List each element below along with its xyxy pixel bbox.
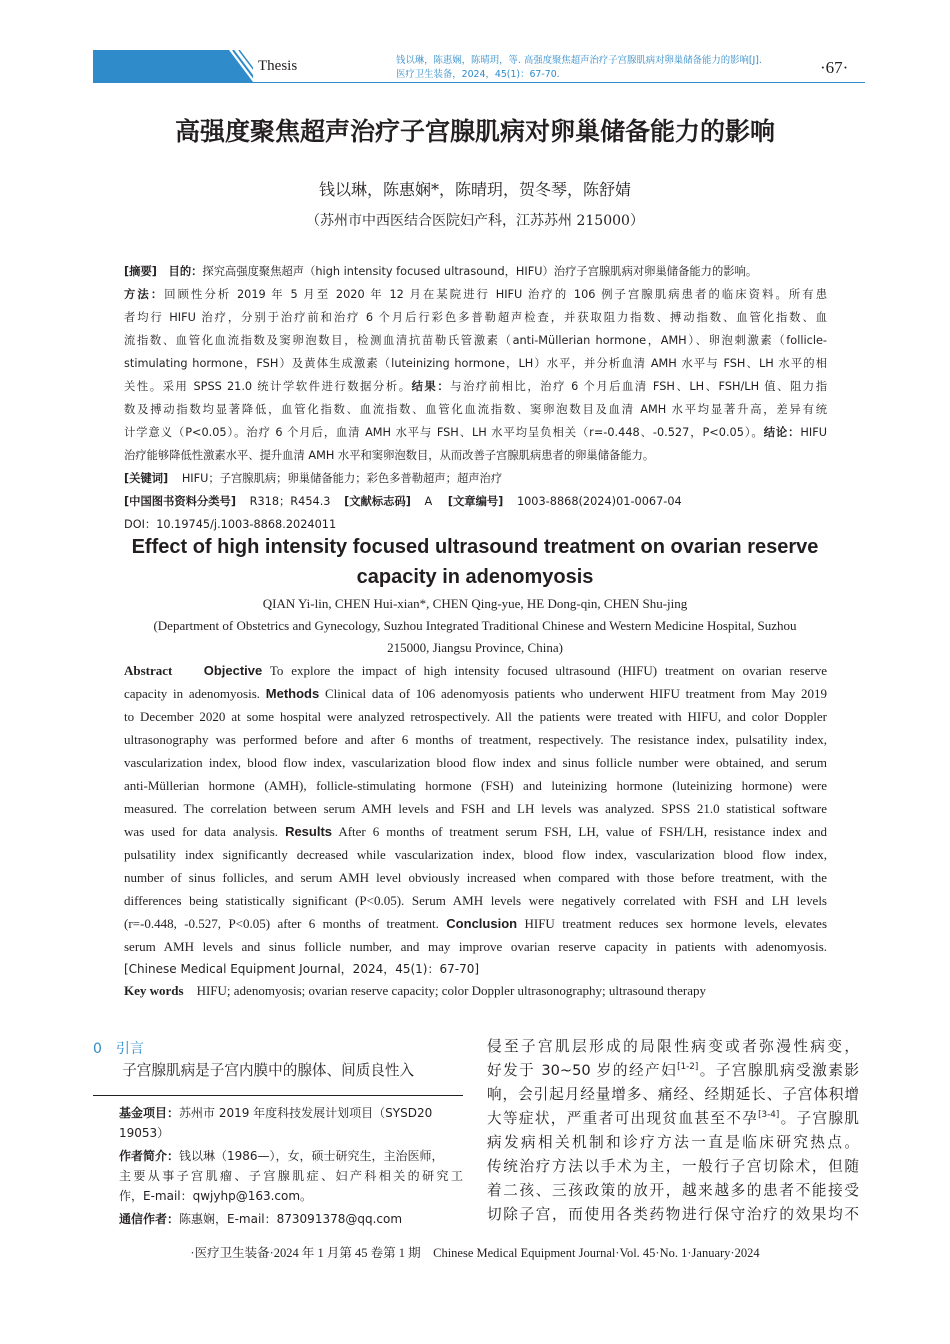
abstract-en-text: Clinical data of 106 adenomyosis patients who underwent HIFU treatment from May 2019 — [324, 686, 827, 701]
objective-text-en: To explore the impact of high intensity focused ultrasound (HIFU) treatment on ovarian reserve — [269, 663, 828, 678]
abstract-en-line: differences being statistically significant (P<0.05). Serum AMH levels were negatively correlated with FSH and LH levels — [124, 893, 827, 908]
abstract-en-line: anti-Müllerian hormone (AMH), follicle-stimulating hormone (FSH) and luteinizing hormone (luteinizing hormone) were — [124, 778, 827, 793]
keywords-en — [124, 983, 827, 999]
footnote-author-cont: 作，E-mail：qwjyhp@163.com。 — [119, 1189, 313, 1203]
body-text: 。子宫腺肌 — [779, 1110, 859, 1127]
author-text: 钱以琳（1986—），女，硕士研究生，主治医师， — [179, 1149, 444, 1163]
abstract-cn-line: 治疗能够降低性激素水平、提升血清 AMH 水平和窦卵泡数目，从而改善子宫腺肌病患者的卵巢储备能力。 — [124, 449, 655, 462]
methods-label-cn: 方法： — [124, 288, 165, 301]
keywords-cn — [124, 472, 502, 486]
classification-line — [124, 495, 682, 509]
abstract-cn-line: stimulating hormone，FSH）及黄体生成激素（luteinizing hormone，LH）水平，并分析血清 AMH 水平与 FSH、LH 水平的相 — [124, 357, 827, 370]
abstract-en-line — [124, 916, 827, 932]
body-paragraph-line: 子宫腺肌病是子宫内膜中的腺体、间质良性入 — [93, 1062, 415, 1079]
abstract-label-cn: [摘要] — [124, 265, 157, 278]
abstract-en-line: vascularization index, blood flow index, vascularization blood flow index and sinus follicle number were obtained, and serum — [124, 755, 827, 770]
abstract-label-en: Abstract — [124, 663, 173, 678]
keywords-label-en: Key words — [124, 983, 184, 998]
conclusion-text-cn: HIFU — [800, 426, 827, 439]
abstract-cn-line: 数及搏动指数均显著降低，血管化指数、血流指数、血管化血流指数、窦卵泡数目及血清 AMH 水平均显著升高，差异有统 — [124, 403, 827, 416]
results-label-en: Results — [285, 824, 333, 839]
citation-en: [Chinese Medical Equipment Journal，2024，45(1)：67-70] — [124, 962, 480, 976]
fund-label: 基金项目： — [119, 1106, 180, 1120]
methods-text-cn: 关性。采用 SPSS 21.0 统计学软件进行数据分析。 — [124, 380, 412, 393]
header-citation-line2: 医疗卫生装备，2024，45(1)：67-70. — [396, 69, 560, 80]
objective-text-cn: 探究高强度聚焦超声（high intensity focused ultrasound，HIFU）治疗子宫腺肌病对卵巢储备能力的影响。 — [202, 265, 758, 278]
footnote-author — [119, 1148, 463, 1164]
clc-value: R318；R454.3 — [249, 495, 331, 508]
doc-code-value: A — [424, 495, 433, 508]
body-text: 大等症状，严重者可出现贫血甚至不孕 — [487, 1110, 759, 1127]
article-no-label: [文章编号] — [447, 495, 504, 508]
body-paragraph-line: 侵至子宫肌层形成的局限性病变或者弥漫性病变， — [487, 1038, 859, 1055]
section-label-2: 著 — [190, 3, 213, 28]
abstract-en-line: to December 2020 at some hospital were analyzed retrospectively. All the patients were treated with HIFU, and color Doppler — [124, 709, 827, 724]
paper-title-en-line1: Effect of high intensity focused ultrasound treatment on ovarian reserve — [131, 536, 819, 558]
abstract-cn-line: 流指数、血管化血流指数及窦卵泡数目，检测血清抗苗勒氏管激素（anti-Müllerian hormone，AMH）、卵泡刺激素（follicle- — [124, 334, 827, 347]
results-label-cn: 结果： — [411, 380, 451, 393]
authors-en: QIAN Yi-lin, CHEN Hui-xian*, CHEN Qing-yue, HE Dong-qin, CHEN Shu-jing — [262, 596, 688, 611]
section-tab — [93, 50, 253, 82]
corr-text: 陈惠娴，E-mail：873091378@qq.com — [179, 1212, 403, 1226]
abstract-en-line — [124, 663, 827, 679]
authors-cn: 钱以琳，陈惠娴*，陈晴玥，贺冬琴，陈舒婧 — [318, 180, 631, 199]
corr-label: 通信作者： — [119, 1212, 180, 1226]
article-no-value: 1003-8868(2024)01-0067-04 — [516, 495, 682, 508]
methods-label-en: Methods — [265, 686, 320, 701]
section-label-en: Thesis — [258, 58, 298, 74]
objective-label-en: Objective — [203, 663, 263, 678]
body-paragraph-line — [487, 1110, 859, 1128]
section-heading: 0 引言 — [93, 1041, 144, 1057]
abstract-en-text: After 6 months of treatment serum FSH, LH, value of FSH/LH, resistance index and — [338, 824, 827, 839]
section-label-1: 论 — [104, 3, 127, 28]
body-paragraph-line: 响，会引起月经量增多、痛经、经期延长、子宫体积增 — [487, 1086, 859, 1103]
reference-marker[interactable]: [1-2] — [677, 1062, 699, 1073]
header-rule — [93, 82, 865, 83]
abstract-en-text: was used for data analysis. — [124, 824, 279, 839]
paper-title-en-line2: capacity in adenomyosis — [356, 566, 594, 588]
abstract-en-line: measured. The correlation between serum AMH levels and FSH and LH levels was analyzed. SPSS 21.0 statistical software — [124, 801, 827, 816]
abstract-en-line: ultrasonography was performed before and after 6 months of treatment, respectively. The resistance index, pulsatility index, — [124, 732, 827, 747]
abstract-en-text: capacity in adenomyosis. — [124, 686, 261, 701]
abstract-cn-line — [124, 426, 827, 440]
body-text: 好发于 30~50 岁的经产妇 — [487, 1062, 678, 1079]
body-text: 。子宫腺肌病受激素影 — [698, 1062, 859, 1079]
abstract-en-text: HIFU treatment reduces sex hormone levels, elevates — [524, 916, 828, 931]
reference-marker[interactable]: [3-4] — [758, 1110, 780, 1121]
author-label: 作者简介： — [119, 1149, 180, 1163]
affiliation-en-line2: 215000, Jiangsu Province, China) — [387, 640, 563, 655]
results-text-cn: 计学意义（P<0.05）。治疗 6 个月后，血清 AMH 水平与 FSH、LH 水平均呈负相关（r=-0.448、-0.527，P<0.05）。 — [124, 426, 764, 439]
abstract-en-line — [124, 686, 827, 702]
abstract-en-line — [124, 824, 827, 840]
fund-text: 苏州市 2019 年度科技发展计划项目（SYSD20 — [179, 1106, 433, 1120]
conclusion-label-en: Conclusion — [446, 916, 518, 931]
body-paragraph-line: 传统治疗方法以手术为主，一般行子宫切除术，但随 — [487, 1158, 859, 1175]
clc-label: [中国图书资料分类号] — [124, 495, 236, 508]
body-paragraph-line: 切除子宫，而使用各类药物进行保守治疗的效果均不 — [487, 1206, 859, 1223]
paper-title-cn: 高强度聚焦超声治疗子宫腺肌病对卵巢储备能力的影响 — [174, 117, 775, 146]
footnote-fund-cont: 19053） — [119, 1126, 170, 1140]
doc-code-label: [文献标志码] — [344, 495, 411, 508]
body-paragraph-line: 病发病相关机制和诊疗方法一直是临床研究热点。 — [487, 1134, 859, 1151]
keywords-text-en: HIFU; adenomyosis; ovarian reserve capacity; color Doppler ultrasonography; ultrasound therapy — [196, 983, 706, 998]
methods-text-cn: 回顾性分析 2019 年 5 月至 2020 年 12 月在某院进行 HIFU 治疗的 106 例子宫腺肌病患者的临床资料。所有患 — [164, 288, 827, 301]
abstract-en-text: (r=-0.448, -0.527, P<0.05) after 6 months of treatment. — [124, 916, 439, 931]
affiliation-en-line1: (Department of Obstetrics and Gynecology, Suzhou Integrated Traditional Chinese and Western Medicine Hospital, Suzhou — [153, 618, 797, 633]
footnote-corresponding — [119, 1211, 463, 1227]
abstract-cn-line — [124, 265, 757, 279]
body-paragraph-line — [487, 1062, 859, 1080]
objective-label-cn: 目的： — [168, 265, 203, 278]
body-paragraph-line: 着二孩、三孩政策的放开，越来越多的患者不能接受 — [487, 1182, 859, 1199]
keywords-text-cn: HIFU；子宫腺肌病；卵巢储备能力；彩色多普勒超声；超声治疗 — [181, 472, 503, 485]
conclusion-label-cn: 结论： — [763, 426, 801, 439]
footnote-rule — [93, 1095, 463, 1096]
doi: DOI：10.19745/j.1003-8868.2024011 — [124, 518, 337, 531]
keywords-label-cn: [关键词] — [124, 472, 169, 485]
footnote-author-cont: 主要从事子宫肌瘤、子宫腺肌症、妇产科相关的研究工 — [119, 1169, 463, 1183]
header-citation-line1: 钱以琳，陈惠娴，陈晴玥，等. 高强度聚焦超声治疗子宫腺肌病对卵巢储备能力的影响[J]. — [396, 55, 762, 66]
abstract-en-line: pulsatility index significantly decreased while vascularization index, blood flow index, vascularization blood flow index, — [124, 847, 827, 862]
abstract-cn-line: 者均行 HIFU 治疗，分别于治疗前和治疗 6 个月后行彩色多普勒超声检查，并获取阻力指数、搏动指数、血管化指数、血 — [124, 311, 827, 324]
abstract-cn-line — [124, 288, 827, 302]
footnote-fund — [119, 1105, 463, 1121]
page-footer: ·医疗卫生装备·2024 年 1 月第 45 卷第 1 期 Chinese Medical Equipment Journal·Vol. 45·No. 1·January·2024 — [190, 1246, 760, 1260]
abstract-cn-line — [124, 380, 827, 394]
affiliation-cn: （苏州市中西医结合医院妇产科，江苏苏州 215000） — [306, 213, 644, 229]
abstract-en-line: number of sinus follicles, and serum AMH level obviously increased when compared with those before treatment, with the — [124, 870, 827, 885]
page-number: ·67· — [820, 58, 849, 77]
abstract-en-line: serum AMH levels and sinus follicle number, and may improve ovarian reserve capacity in patients with adenomyosis. — [124, 939, 827, 954]
results-text-cn: 与治疗前相比，治疗 6 个月后血清 FSH、LH、FSH/LH 值、阻力指 — [450, 380, 827, 393]
